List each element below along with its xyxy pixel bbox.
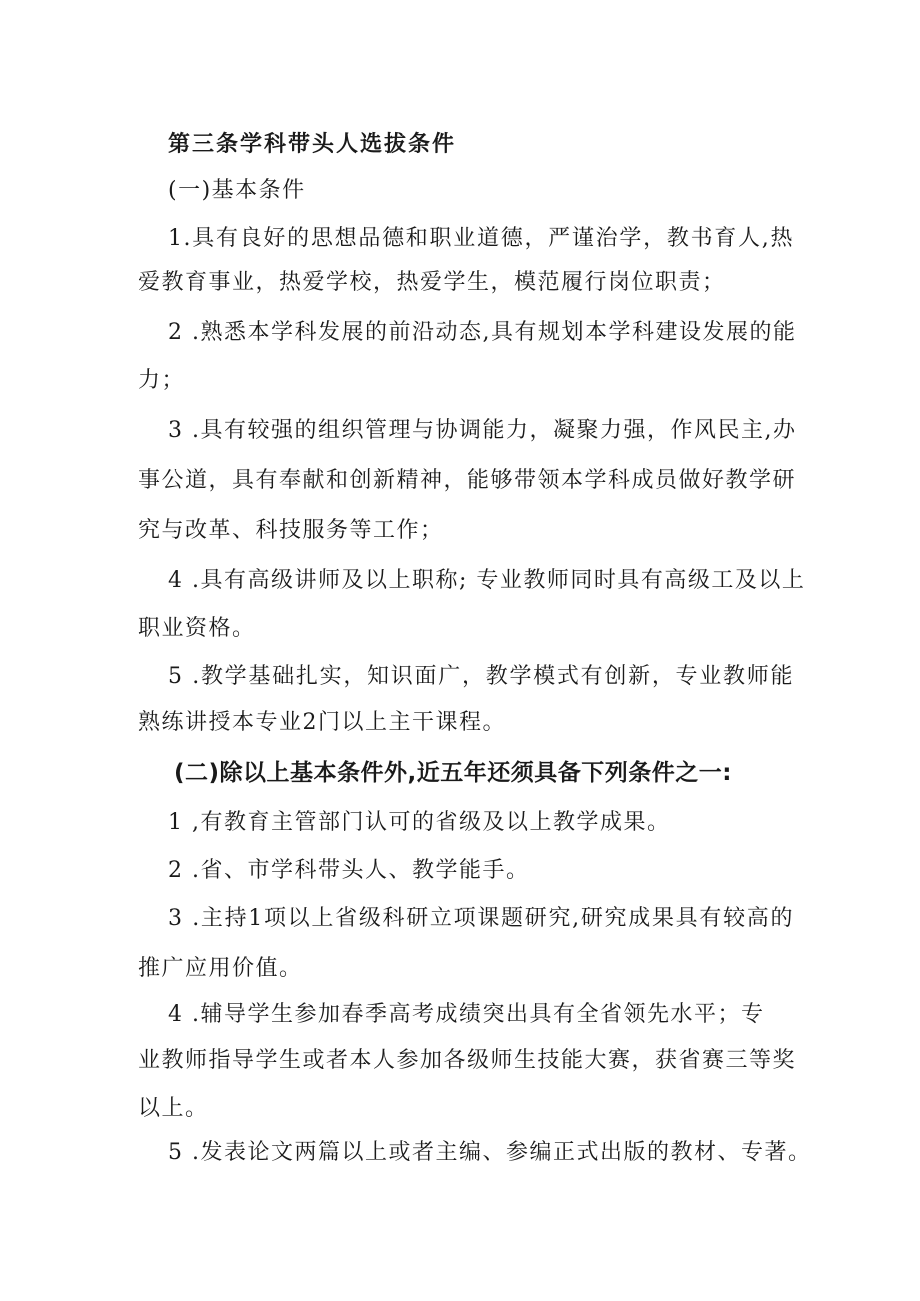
additional-item-3-line-1: 3 .主持1项以上省级科研立项课题研究,研究成果具有较高的: [168, 906, 794, 931]
additional-item-2: 2 .省、市学科带头人、教学能手。: [168, 858, 530, 883]
basic-item-1-line-2: 爱教育事业，热爱学校，热爱学生，模范履行岗位职责；: [138, 270, 726, 295]
additional-item-5: 5 .发表论文两篇以上或者主编、参编正式出版的教材、专著。: [168, 1140, 812, 1165]
basic-item-3-line-3: 究与改革、科技服务等工作；: [138, 518, 444, 543]
additional-item-4-line-3: 以上。: [138, 1096, 209, 1121]
additional-item-1: 1 ,有教育主管部门认可的省级及以上教学成果。: [168, 810, 671, 835]
additional-item-3-line-2: 推广应用价值。: [138, 956, 303, 981]
section-heading-additional: (二)除以上基本条件外,近五年还须具备下列条件之一:: [174, 760, 732, 786]
section-heading-basic: (一)基本条件: [168, 178, 306, 203]
basic-item-5-line-2: 熟练讲授本专业2门以上主干课程。: [138, 710, 506, 735]
basic-item-3-line-2: 事公道，具有奉献和创新精神，能够带领本学科成员做好教学研: [138, 468, 797, 493]
basic-item-1-line-1: 1.具有良好的思想品德和职业道德，严谨治学，教书育人,热: [168, 226, 794, 251]
basic-item-4-line-1: 4 .具有高级讲师及以上职称; 专业教师同时具有高级工及以上: [168, 568, 806, 593]
basic-item-2-line-1: 2 .熟悉本学科发展的前沿动态,具有规划本学科建设发展的能: [168, 320, 797, 345]
basic-item-5-line-1: 5 .教学基础扎实，知识面广，教学模式有创新，专业教师能: [168, 664, 794, 689]
basic-item-2-line-2: 力；: [138, 368, 186, 393]
article-title: 第三条学科带头人选拔条件: [168, 132, 457, 157]
basic-item-4-line-2: 职业资格。: [138, 616, 256, 641]
basic-item-3-line-1: 3 .具有较强的组织管理与协调能力，凝聚力强，作风民主,办: [168, 418, 797, 443]
additional-item-4-line-1: 4 .辅导学生参加春季高考成绩突出具有全省领先水平；专: [168, 1002, 765, 1027]
additional-item-4-line-2: 业教师指导学生或者本人参加各级师生技能大赛，获省赛三等奖: [138, 1048, 797, 1073]
